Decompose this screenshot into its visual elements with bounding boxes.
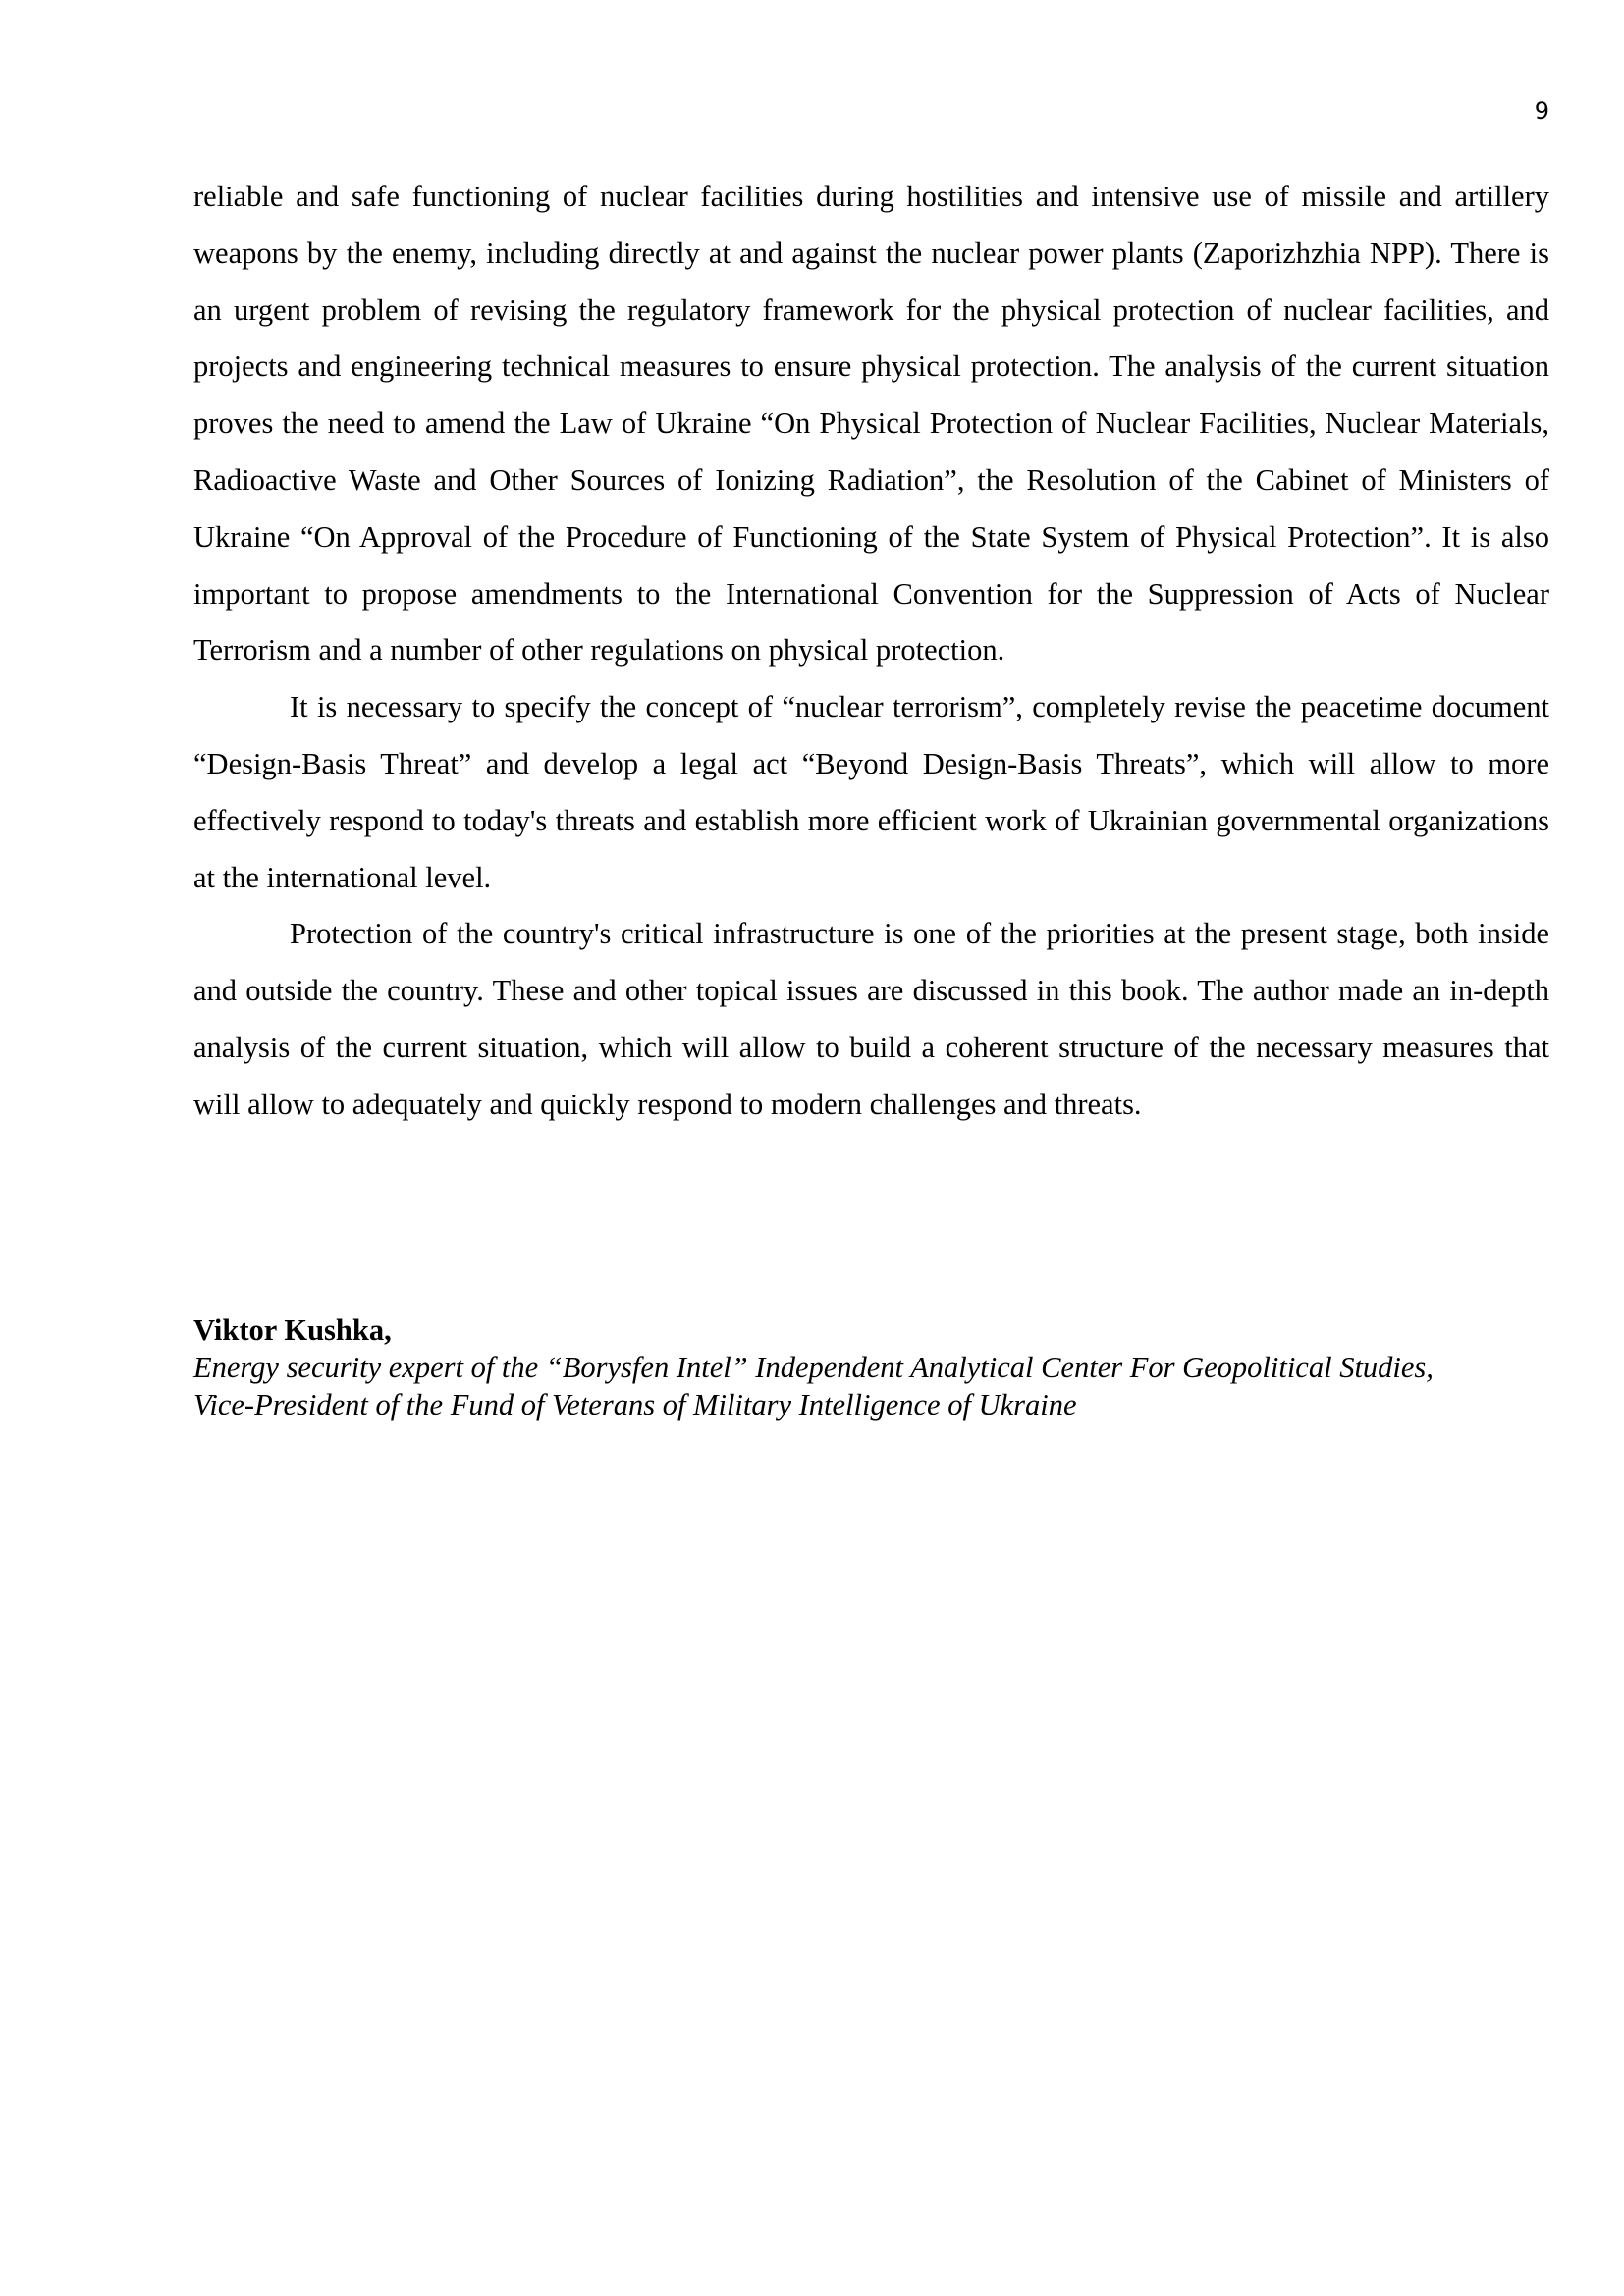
- paragraph-nuclear-terrorism: It is necessary to specify the concept of “nuclear terrorism”, completely revise the peacetime document “Design-Basis Threat” and develop a legal act “Beyond Design-Basis Threats”, which will allow to more effectively respond to today's threats and establish more efficient work of Ukrainian governmental organizations at the international level.: [193, 690, 1549, 894]
- author-role-vice-president: Vice-President of the Fund of Veterans of Military Intelligence of Ukraine: [193, 1388, 1077, 1421]
- paragraph-continuation: reliable and safe functioning of nuclear facilities during hostilities and intensive use of missile and artillery weapons by the enemy, including directly at and against the nuclear power plants (Zaporizhzhia NPP). There is an urgent problem of revising the regulatory framework for the physical protection of nuclear facilities, and projects and engineering technical measures to ensure physical protection. The analysis of the current situation proves the need to amend the Law of Ukraine “On Physical Protection of Nuclear Facilities, Nuclear Materials, Radioactive Waste and Other Sources of Ionizing Radiation”, the Resolution of the Cabinet of Ministers of Ukraine “On Approval of the Procedure of Functioning of the State System of Physical Protection”. It is also important to propose amendments to the International Convention for the Suppression of Acts of Nuclear Terrorism and a number of other regulations on physical protection.: [193, 180, 1549, 667]
- author-role-expert: Energy security expert of the “Borysfen Intel” Independent Analytical Center For Geopolitical Studies,: [193, 1351, 1434, 1384]
- page-number: 9: [1534, 97, 1549, 125]
- author-name: Viktor Kushka,: [193, 1313, 392, 1347]
- author-signature-block: [193, 1312, 1549, 1423]
- body-text: [193, 169, 1549, 1134]
- paragraph-critical-infrastructure: Protection of the country's critical infrastructure is one of the priorities at the present stage, both inside and outside the country. These and other topical issues are discussed in this book. The author made an in-depth analysis of the current situation, which will allow to build a coherent structure of the necessary measures that will allow to adequately and quickly respond to modern challenges and threats.: [193, 917, 1549, 1121]
